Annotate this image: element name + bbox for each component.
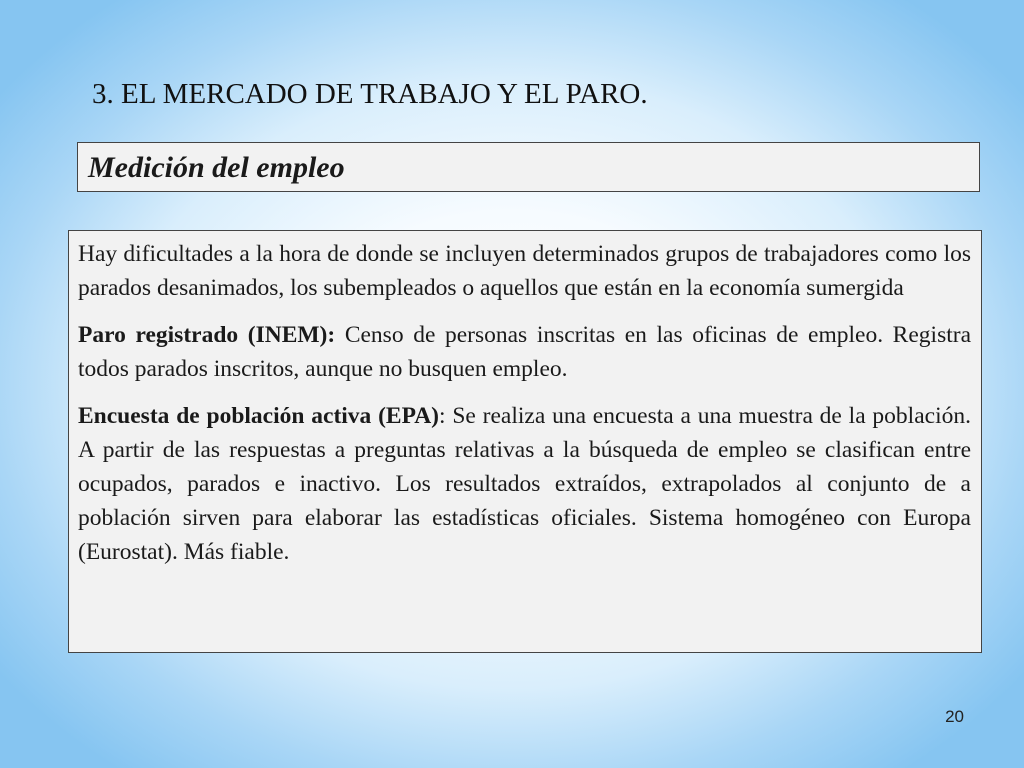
definition-paro-registrado: Censo de personas inscritas en las oficinas de empleo. Registra todos parados inscritos, aunque no busquen empleo. (78, 322, 971, 382)
paragraph-difficulties: Hay dificultades a la hora de donde se incluyen determinados grupos de trabajadores como los parados desanimados, los subempleados o aquellos que están en la economía sumergida (78, 241, 971, 301)
subtitle-text: Medición del empleo (88, 151, 345, 184)
definition-epa: : Se realiza una encuesta a una muestra de la población. A partir de las respuestas a preguntas relativas a la búsqueda de empleo se clasifican entre ocupados, parados e inactivo. Los resultados extraídos, extrapolados al conjunto de a población sirven para elaborar las estadísticas oficiales. Sistema homogéneo con Europa (Eurostat). Más fiable. (78, 403, 971, 565)
paragraph-paro-registrado (78, 318, 971, 386)
term-epa: Encuesta de población activa (EPA) (78, 403, 440, 429)
slide-title: 3. EL MERCADO DE TRABAJO Y EL PARO. (92, 78, 648, 110)
term-paro-registrado: Paro registrado (INEM): (78, 322, 336, 348)
content-box (68, 230, 982, 653)
page-number: 20 (945, 707, 964, 726)
subtitle-box (77, 142, 980, 192)
paragraph-epa (78, 399, 971, 569)
